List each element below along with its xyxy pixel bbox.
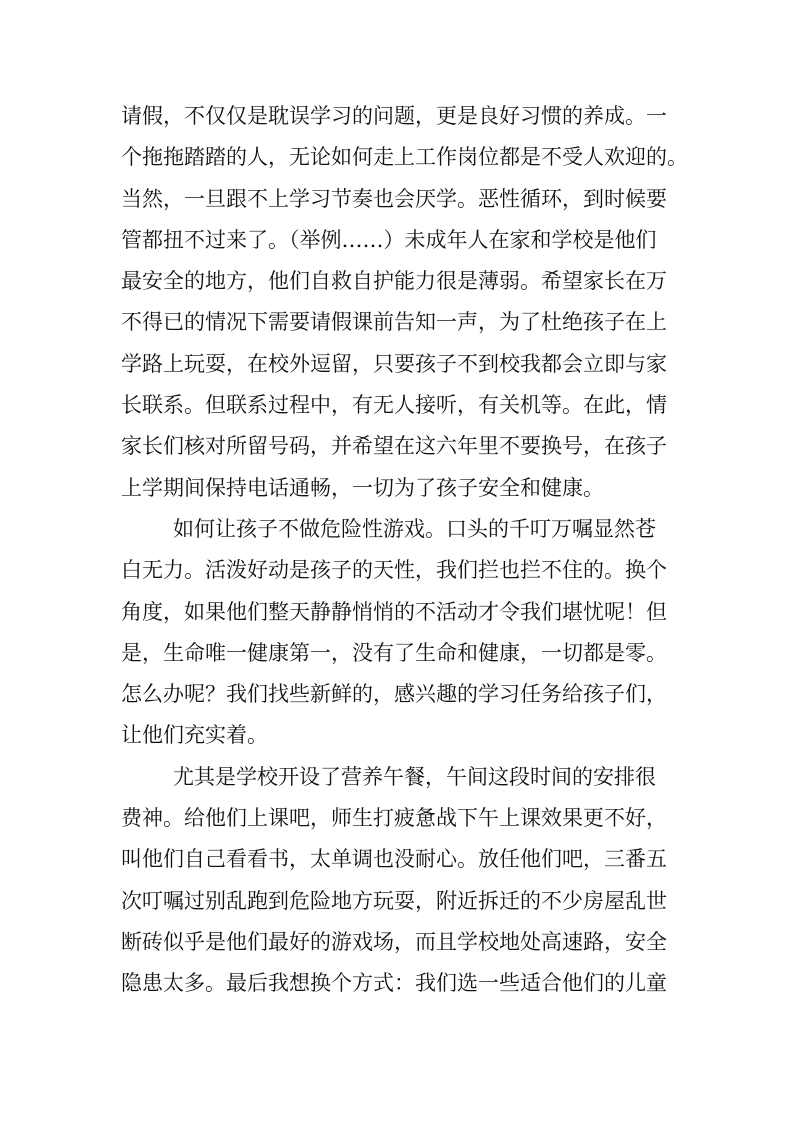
text-line: 长联系。但联系过程中，有无人接听，有关机等。在此，情 <box>121 393 667 418</box>
text-line: 上学期间保持电话通畅，一切为了孩子安全和健康。 <box>121 475 604 500</box>
text-line: 个拖拖踏踏的人，无论如何走上工作岗位都是不受人欢迎的。 <box>121 145 688 170</box>
text-line: 角度，如果他们整天静静悄悄的不活动才令我们堪忧呢！但 <box>121 599 667 624</box>
text-line: 费神。给他们上课吧，师生打疲惫战下午上课效果更不好， <box>121 806 667 831</box>
text-line: 次叮嘱过别乱跑到危险地方玩耍，附近拆迁的不少房屋乱世 <box>121 888 667 913</box>
text-line: 最安全的地方，他们自救自护能力很是薄弱。希望家长在万 <box>121 269 667 294</box>
text-line: 家长们核对所留号码，并希望在这六年里不要换号，在孩子 <box>121 434 667 459</box>
text-line: 不得已的情况下需要请假课前告知一声，为了杜绝孩子在上 <box>121 310 667 335</box>
paragraph-start-line: 尤其是学校开设了营养午餐，午间这段时间的安排很 <box>173 764 656 789</box>
body-text <box>121 96 688 1005</box>
text-line: 断砖似乎是他们最好的游戏场，而且学校地处高速路，安全 <box>121 929 667 954</box>
text-line: 怎么办呢？我们找些新鲜的，感兴趣的学习任务给孩子们， <box>121 682 667 707</box>
text-line: 让他们充实着。 <box>121 723 268 748</box>
text-line: 是，生命唯一健康第一，没有了生命和健康，一切都是零。 <box>121 640 667 665</box>
paragraph-start-line: 如何让孩子不做危险性游戏。口头的千叮万嘱显然苍 <box>173 516 656 541</box>
text-line: 管都扭不过来了。（举例……）未成年人在家和学校是他们 <box>121 227 657 252</box>
text-line: 当然，一旦跟不上学习节奏也会厌学。恶性循环，到时候要 <box>121 186 667 211</box>
text-line: 隐患太多。最后我想换个方式：我们选一些适合他们的儿童 <box>121 971 667 996</box>
text-line: 学路上玩耍，在校外逗留，只要孩子不到校我都会立即与家 <box>121 351 667 376</box>
text-line: 请假，不仅仅是耽误学习的问题，更是良好习惯的养成。一 <box>121 104 667 128</box>
text-line: 白无力。活泼好动是孩子的天性，我们拦也拦不住的。换个 <box>121 558 667 583</box>
text-line: 叫他们自己看看书，太单调也没耐心。放任他们吧，三番五 <box>121 847 667 872</box>
